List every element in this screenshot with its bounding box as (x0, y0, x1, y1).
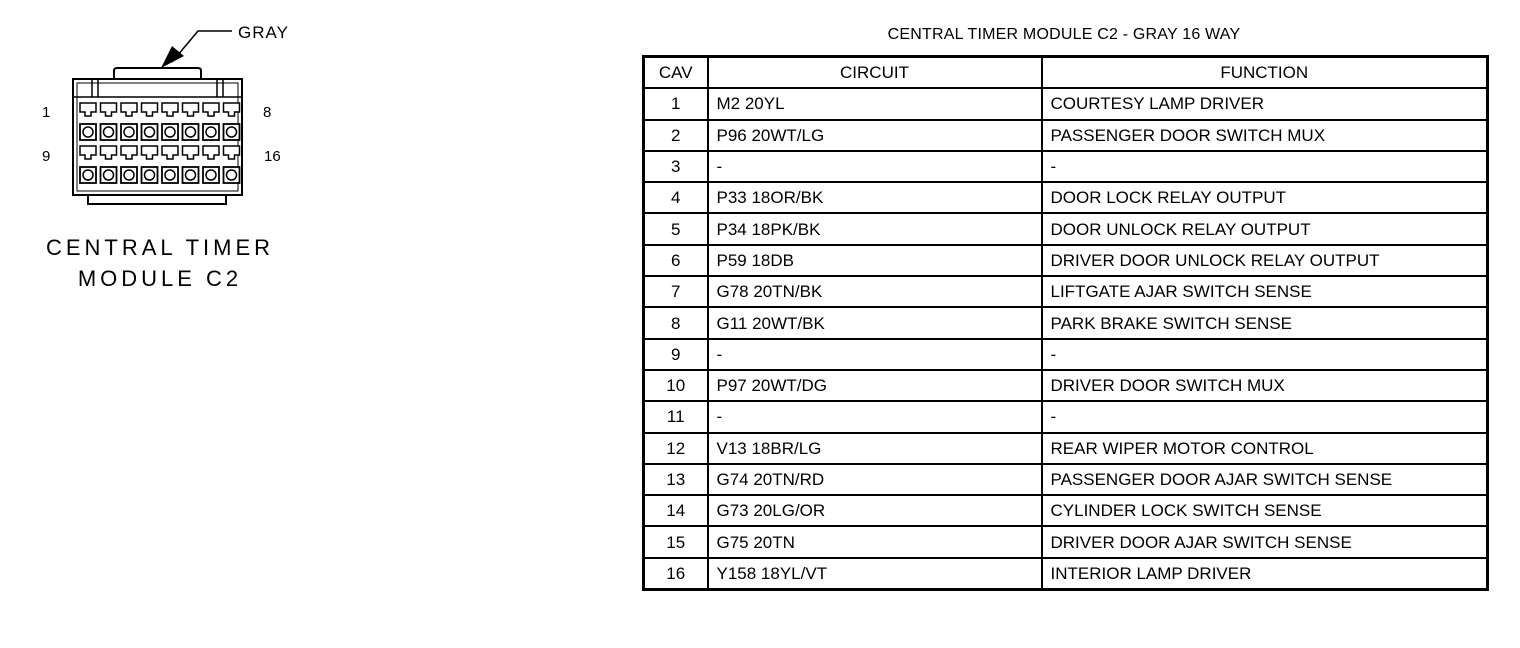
circuit-cell: M2 20YL (708, 88, 1042, 119)
cav-cell: 4 (644, 182, 708, 213)
table-row (644, 339, 1488, 370)
table-row (644, 433, 1488, 464)
function-cell: - (1042, 401, 1488, 432)
cav-cell: 3 (644, 151, 708, 182)
pin-seal-hole (124, 127, 134, 137)
pin-seal-hole (186, 170, 196, 180)
pin-label-9: 9 (42, 148, 51, 165)
pin-seal-hole (145, 170, 155, 180)
function-cell: - (1042, 339, 1488, 370)
caption-line-1: CENTRAL TIMER (45, 235, 275, 260)
function-cell: COURTESY LAMP DRIVER (1042, 88, 1488, 119)
table-row (644, 526, 1488, 557)
function-cell: REAR WIPER MOTOR CONTROL (1042, 433, 1488, 464)
pin-seal-hole (165, 170, 175, 180)
function-cell: - (1042, 151, 1488, 182)
pin-seal-hole (83, 170, 93, 180)
pin-seal-hole (104, 127, 114, 137)
cav-cell: 8 (644, 307, 708, 338)
circuit-cell: - (708, 401, 1042, 432)
table-row (644, 151, 1488, 182)
pin-seal-hole (104, 170, 114, 180)
function-cell: CYLINDER LOCK SWITCH SENSE (1042, 495, 1488, 526)
circuit-cell: G74 20TN/RD (708, 464, 1042, 495)
circuit-cell: P96 20WT/LG (708, 120, 1042, 151)
pin-seal-hole (227, 127, 237, 137)
function-cell: DRIVER DOOR AJAR SWITCH SENSE (1042, 526, 1488, 557)
table-title: CENTRAL TIMER MODULE C2 - GRAY 16 WAY (887, 26, 1241, 43)
connector-diagram (0, 0, 600, 648)
circuit-cell: P97 20WT/DG (708, 370, 1042, 401)
pin-seal-hole (227, 170, 237, 180)
circuit-cell: P33 18OR/BK (708, 182, 1042, 213)
pin-label-1: 1 (42, 104, 51, 121)
pin-seal-hole (145, 127, 155, 137)
circuit-cell: P34 18PK/BK (708, 213, 1042, 244)
cav-cell: 5 (644, 213, 708, 244)
pin-seal-hole (186, 127, 196, 137)
cav-cell: 1 (644, 88, 708, 119)
pin-seal-hole (165, 127, 175, 137)
pin-seal-hole (206, 127, 216, 137)
pin-label-16: 16 (264, 148, 281, 165)
function-cell: INTERIOR LAMP DRIVER (1042, 558, 1488, 590)
table-row (644, 307, 1488, 338)
circuit-cell: V13 18BR/LG (708, 433, 1042, 464)
header-circuit: CIRCUIT (708, 57, 1042, 89)
table-row (644, 464, 1488, 495)
function-cell: LIFTGATE AJAR SWITCH SENSE (1042, 276, 1488, 307)
module-caption (40, 232, 280, 294)
circuit-cell: Y158 18YL/VT (708, 558, 1042, 590)
cav-cell: 16 (644, 558, 708, 590)
table-row (644, 276, 1488, 307)
table-row (644, 401, 1488, 432)
function-cell: PASSENGER DOOR SWITCH MUX (1042, 120, 1488, 151)
pin-seal-hole (206, 170, 216, 180)
circuit-cell: G75 20TN (708, 526, 1042, 557)
circuit-cell: G78 20TN/BK (708, 276, 1042, 307)
cav-cell: 12 (644, 433, 708, 464)
function-cell: PARK BRAKE SWITCH SENSE (1042, 307, 1488, 338)
table-row (644, 213, 1488, 244)
pin-seal-hole (124, 170, 134, 180)
pinout-table (642, 55, 1489, 591)
table-row (644, 88, 1488, 119)
circuit-cell: G11 20WT/BK (708, 307, 1042, 338)
function-cell: DRIVER DOOR SWITCH MUX (1042, 370, 1488, 401)
circuit-cell: - (708, 151, 1042, 182)
connector-housing (73, 79, 242, 204)
cav-cell: 14 (644, 495, 708, 526)
circuit-cell: - (708, 339, 1042, 370)
cav-cell: 7 (644, 276, 708, 307)
table-row (644, 370, 1488, 401)
pin-seal-hole (83, 127, 93, 137)
function-cell: DOOR LOCK RELAY OUTPUT (1042, 182, 1488, 213)
cav-cell: 15 (644, 526, 708, 557)
circuit-cell: P59 18DB (708, 245, 1042, 276)
color-callout-leader (161, 31, 232, 68)
table-header-row (644, 57, 1488, 89)
table-row (644, 120, 1488, 151)
table-row (644, 558, 1488, 590)
cav-cell: 2 (644, 120, 708, 151)
function-cell: DRIVER DOOR UNLOCK RELAY OUTPUT (1042, 245, 1488, 276)
function-cell: PASSENGER DOOR AJAR SWITCH SENSE (1042, 464, 1488, 495)
header-function: FUNCTION (1042, 57, 1488, 89)
table-row (644, 182, 1488, 213)
cav-cell: 6 (644, 245, 708, 276)
caption-line-2: MODULE C2 (77, 266, 243, 291)
table-row (644, 495, 1488, 526)
cav-cell: 10 (644, 370, 708, 401)
cav-cell: 13 (644, 464, 708, 495)
cav-cell: 9 (644, 339, 708, 370)
color-callout-label: GRAY (238, 23, 289, 42)
pin-label-8: 8 (263, 104, 272, 121)
circuit-cell: G73 20LG/OR (708, 495, 1042, 526)
pinout-table-body (644, 88, 1488, 589)
table-row (644, 245, 1488, 276)
cav-cell: 11 (644, 401, 708, 432)
header-cav: CAV (644, 57, 708, 89)
function-cell: DOOR UNLOCK RELAY OUTPUT (1042, 213, 1488, 244)
